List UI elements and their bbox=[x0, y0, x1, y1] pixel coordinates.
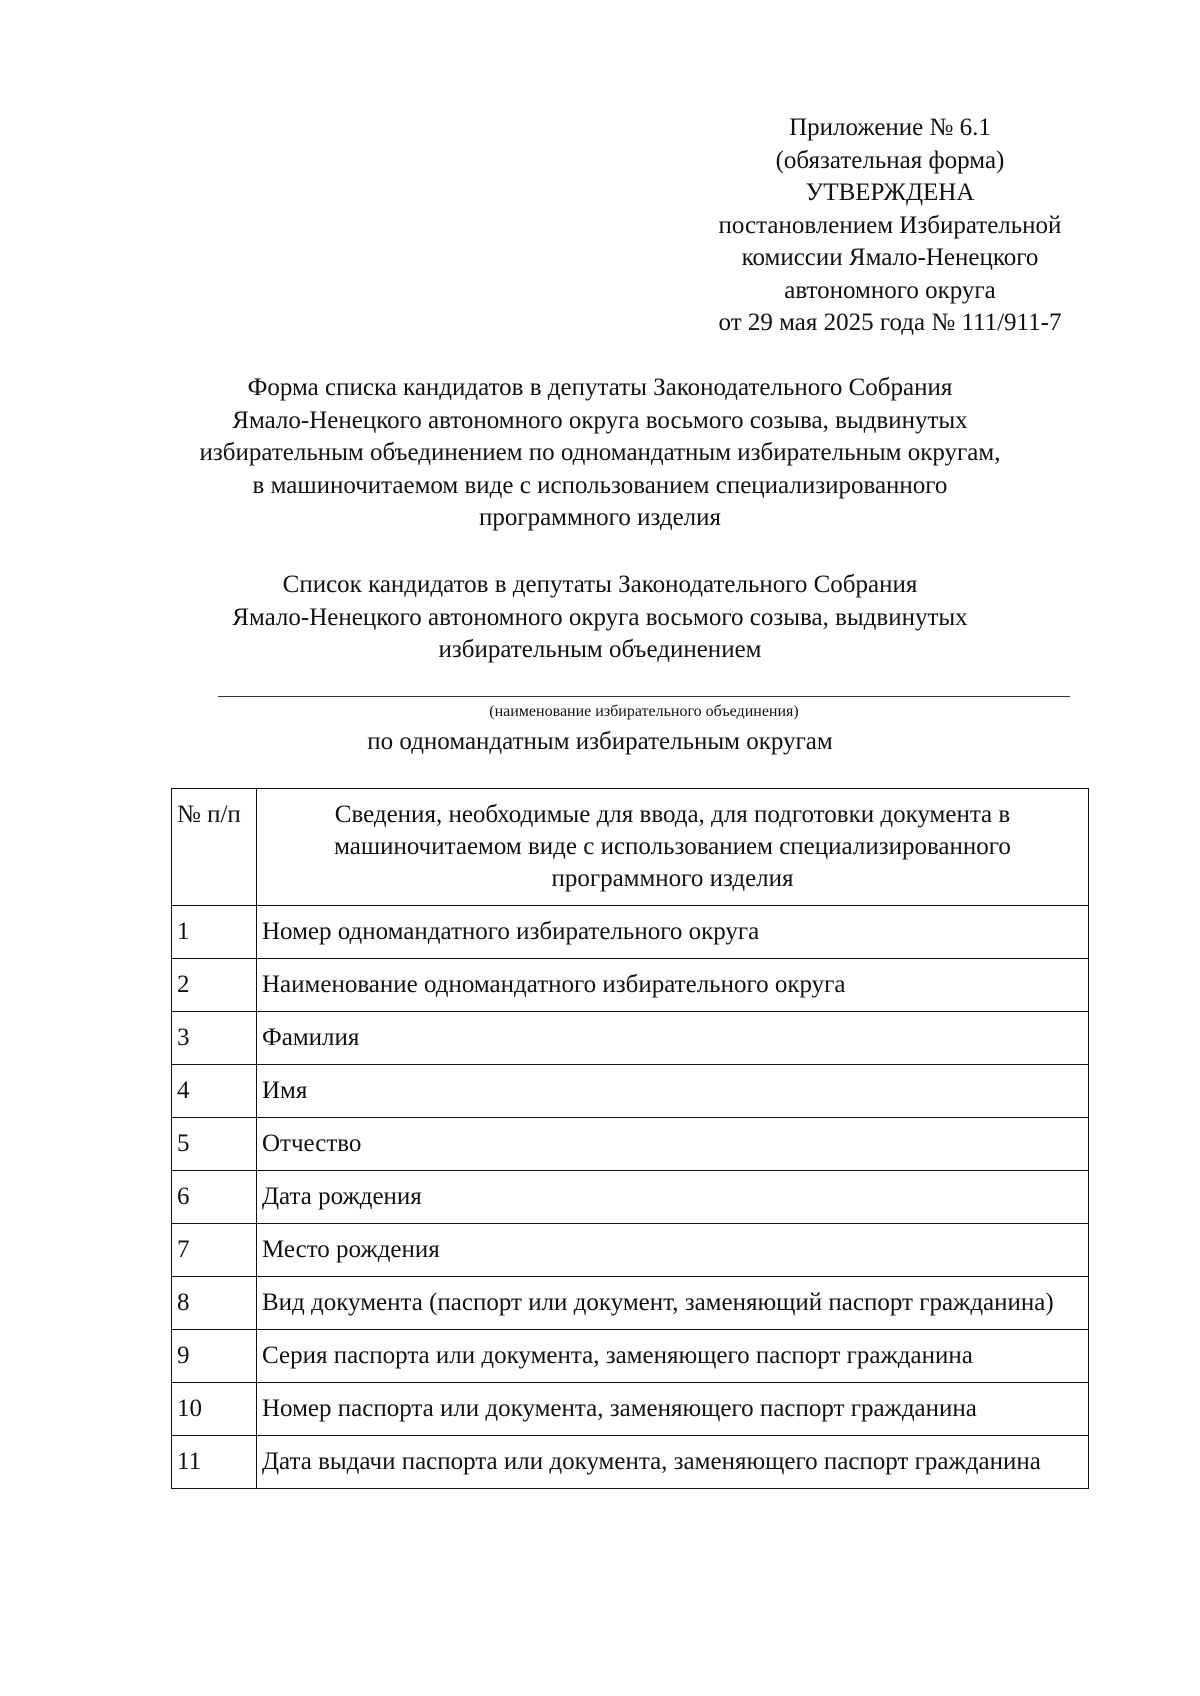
row-number: 8 bbox=[172, 1277, 257, 1330]
row-number: 7 bbox=[172, 1224, 257, 1277]
form-title-line: программного изделия bbox=[478, 504, 722, 531]
approved-stamp-text: УТВЕРЖДЕНА bbox=[805, 179, 975, 206]
row-text: Отчество bbox=[257, 1118, 1089, 1171]
form-title bbox=[110, 372, 1090, 535]
row-text: Дата рождения bbox=[257, 1171, 1089, 1224]
row-text: Фамилия bbox=[257, 1012, 1089, 1065]
row-number: 2 bbox=[172, 959, 257, 1012]
list-title-line: Ямало-Ненецкого автономного округа восьмого созыва, выдвинутых bbox=[232, 603, 968, 631]
table-row bbox=[172, 1065, 1089, 1118]
row-number: 3 bbox=[172, 1012, 257, 1065]
resolution-date: от 29 мая 2025 года № 111/911-7 bbox=[718, 309, 1062, 336]
row-number: 9 bbox=[172, 1330, 257, 1383]
table-row bbox=[172, 906, 1089, 959]
row-text: Имя bbox=[257, 1065, 1089, 1118]
row-text: Номер одномандатного избирательного округа bbox=[257, 906, 1089, 959]
mandatory-form-note: (обязательная форма) bbox=[775, 146, 1005, 174]
row-number: 10 bbox=[172, 1383, 257, 1436]
number-column-header: № п/п bbox=[172, 789, 257, 906]
table-row bbox=[172, 1436, 1089, 1489]
table-row bbox=[172, 1012, 1089, 1065]
association-name-caption: (наименование избирательного объединения) bbox=[489, 703, 799, 720]
row-text: Номер паспорта или документа, заменяющего паспорт гражданина bbox=[257, 1383, 1089, 1436]
form-title-line: Форма списка кандидатов в депутаты Законодательного Собрания bbox=[247, 374, 953, 401]
list-title-line: избирательным объединением bbox=[438, 636, 762, 663]
form-title-line: в машиночитаемом виде с использованием специализированного bbox=[252, 471, 948, 499]
row-text: Серия паспорта или документа, заменяющего паспорт гражданина bbox=[257, 1330, 1089, 1383]
row-text: Дата выдачи паспорта или документа, заменяющего паспорт гражданина bbox=[257, 1436, 1089, 1489]
resolution-line: постановлением Избирательной bbox=[718, 211, 1062, 239]
row-number: 11 bbox=[172, 1436, 257, 1489]
list-title-line: Список кандидатов в депутаты Законодательного Собрания bbox=[282, 571, 918, 598]
table-row bbox=[172, 1277, 1089, 1330]
appendix-number: Приложение № 6.1 bbox=[789, 114, 991, 141]
approval-block bbox=[640, 112, 1140, 340]
commission-line: комиссии Ямало-Ненецкого bbox=[741, 244, 1039, 271]
row-number: 1 bbox=[172, 906, 257, 959]
row-number: 5 bbox=[172, 1118, 257, 1171]
form-title-line: Ямало-Ненецкого автономного округа восьмого созыва, выдвинутых bbox=[232, 406, 968, 434]
row-text: Наименование одномандатного избирательного округа bbox=[257, 959, 1089, 1012]
candidate-fields-table bbox=[171, 788, 1089, 1489]
row-number: 6 bbox=[172, 1171, 257, 1224]
row-text: Место рождения bbox=[257, 1224, 1089, 1277]
districts-line: по одномандатным избирательным округам bbox=[367, 728, 833, 755]
table-row bbox=[172, 1330, 1089, 1383]
row-number: 4 bbox=[172, 1065, 257, 1118]
list-title bbox=[110, 569, 1090, 667]
row-text: Вид документа (паспорт или документ, заменяющий паспорт гражданина) bbox=[257, 1277, 1089, 1330]
form-title-line: избирательным объединением по одномандатным избирательным округам, bbox=[199, 439, 1001, 466]
table-row bbox=[172, 1224, 1089, 1277]
okrug-line: автономного округа bbox=[784, 276, 996, 304]
table-row bbox=[172, 1118, 1089, 1171]
table-row bbox=[172, 1383, 1089, 1436]
table-row bbox=[172, 959, 1089, 1012]
table-row bbox=[172, 1171, 1089, 1224]
table-header-row bbox=[172, 789, 1089, 906]
info-column-header: Сведения, необходимые для ввода, для подготовки документа в машиночитаемом виде с использованием специализированного программного изделия bbox=[257, 789, 1089, 906]
association-name-line bbox=[218, 696, 1070, 697]
